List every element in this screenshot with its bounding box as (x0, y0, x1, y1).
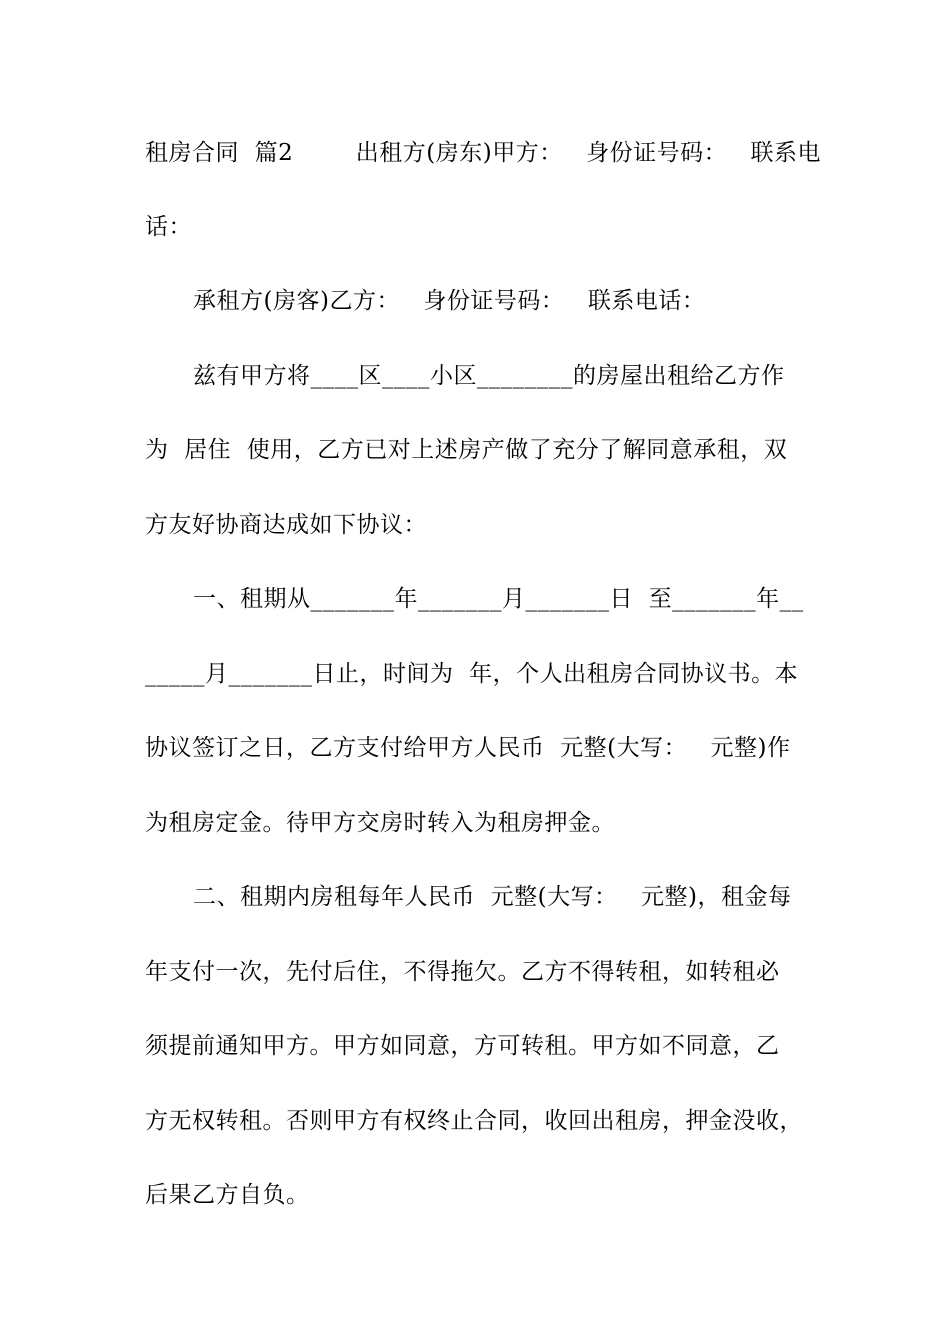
text-line: 后果乙方自负。 (145, 1182, 310, 1208)
text-line: 须提前通知甲方。甲方如同意，方可转租。甲方如不同意，乙 (145, 1033, 780, 1059)
text-line: 租房合同 篇2 出租方(房东)甲方： 身份证号码： 联系电 (145, 140, 822, 166)
text-line: 协议签订之日，乙方支付给甲方人民币 元整(大写： 元整)作 (145, 735, 791, 761)
paragraph-start: 二、租期内房租每年人民币 元整(大写： 元整)，租金每 (193, 884, 792, 910)
text-line: 方无权转租。否则甲方有权终止合同，收回出租房，押金没收， (145, 1108, 803, 1134)
text-line: 方友好协商达成如下协议： (145, 512, 427, 538)
paragraph-start: 承租方(房客)乙方： 身份证号码： 联系电话： (193, 288, 706, 314)
paragraph-start: 一、租期从_______年_______月_______日 至_______年__ (193, 586, 804, 612)
text-line: 年支付一次，先付后住，不得拖欠。乙方不得转租，如转租必 (145, 959, 780, 985)
text-line: 话： (145, 214, 192, 240)
text-line: 为 居住 使用，乙方已对上述房产做了充分了解同意承租，双 (145, 437, 788, 463)
paragraph-start: 兹有甲方将____区____小区________的房屋出租给乙方作 (193, 363, 785, 389)
text-line: 为租房定金。待甲方交房时转入为租房押金。 (145, 810, 615, 836)
text-line: _____月_______日止，时间为 年，个人出租房合同协议书。本 (145, 661, 799, 687)
